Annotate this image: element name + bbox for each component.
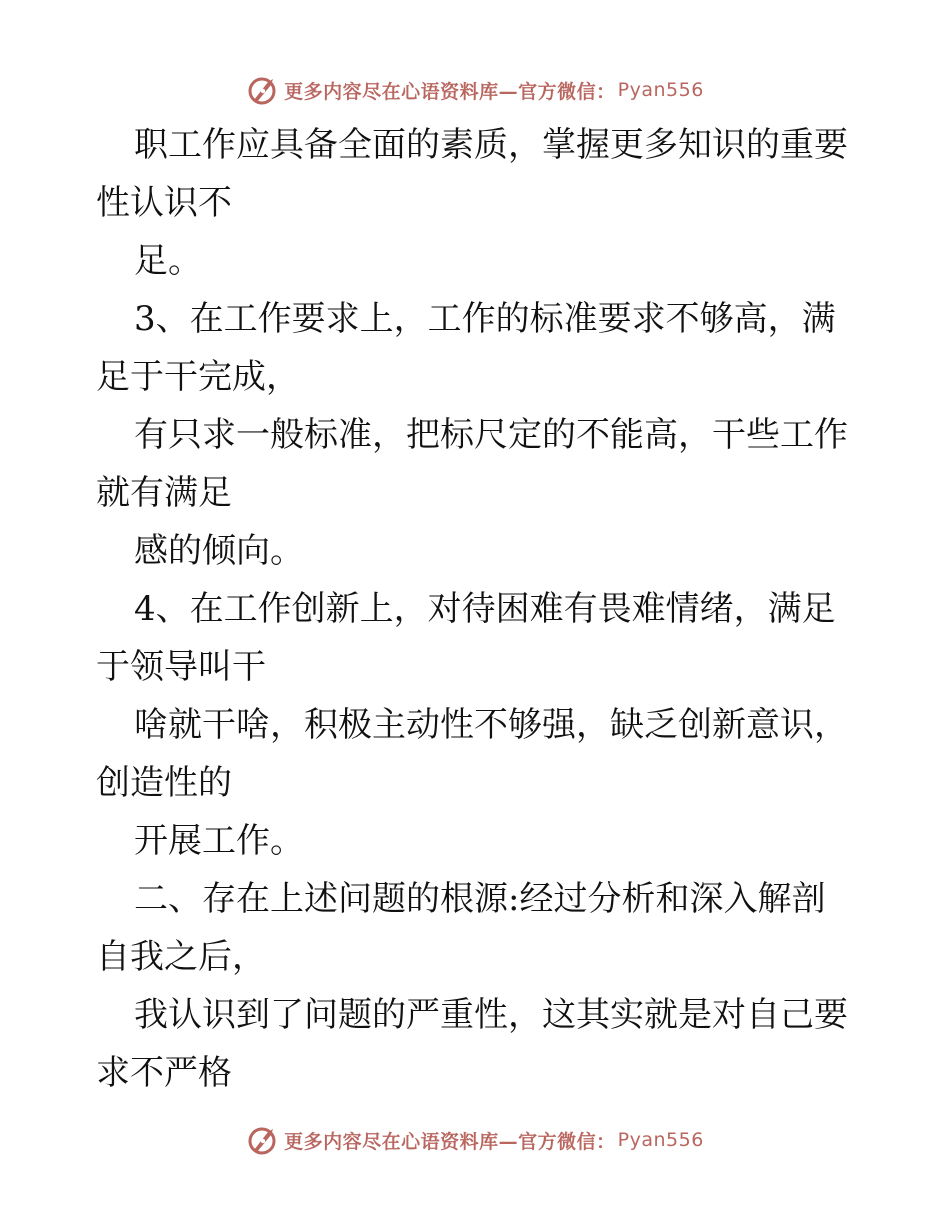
text-line: 我认识到了问题的严重性，这其实就是对自己要 bbox=[134, 995, 848, 1035]
text-line: 创造性的 bbox=[96, 763, 232, 803]
text-line: 感的倾向。 bbox=[134, 531, 304, 571]
text-line: 足。 bbox=[134, 241, 202, 281]
pen-nib-circle-icon bbox=[246, 1124, 278, 1156]
text-line: 开展工作。 bbox=[134, 821, 304, 861]
watermark-header bbox=[0, 70, 950, 110]
watermark-text: 更多内容尽在心语资料库—官方微信： bbox=[284, 1130, 616, 1153]
text-line: 有只求一般标准，把标尺定的不能高，干些工作 bbox=[134, 415, 848, 455]
document-body bbox=[96, 116, 856, 1102]
text-line: 于领导叫干 bbox=[96, 647, 266, 687]
watermark-text: 更多内容尽在心语资料库—官方微信： bbox=[284, 80, 616, 103]
text-line: 性认识不 bbox=[96, 183, 232, 223]
watermark-wechat-id: Pyan556 bbox=[617, 79, 704, 101]
text-line: 职工作应具备全面的素质，掌握更多知识的重要 bbox=[134, 125, 848, 165]
text-line: 求不严格 bbox=[96, 1053, 232, 1093]
watermark-wechat-id: Pyan556 bbox=[617, 1129, 704, 1151]
text-line: 啥就干啥，积极主动性不够强，缺乏创新意识， bbox=[134, 705, 848, 745]
pen-nib-circle-icon bbox=[246, 74, 278, 106]
text-line: 就有满足 bbox=[96, 473, 232, 513]
text-line: 自我之后， bbox=[96, 937, 266, 977]
text-line: 3、在工作要求上，工作的标准要求不够高，满 bbox=[134, 299, 836, 339]
text-line: 4、在工作创新上，对待困难有畏难情绪，满足 bbox=[134, 589, 836, 629]
text-line: 足于干完成， bbox=[96, 357, 300, 397]
watermark-footer bbox=[0, 1120, 950, 1160]
text-line: 二、存在上述问题的根源:经过分析和深入解剖 bbox=[134, 879, 826, 919]
